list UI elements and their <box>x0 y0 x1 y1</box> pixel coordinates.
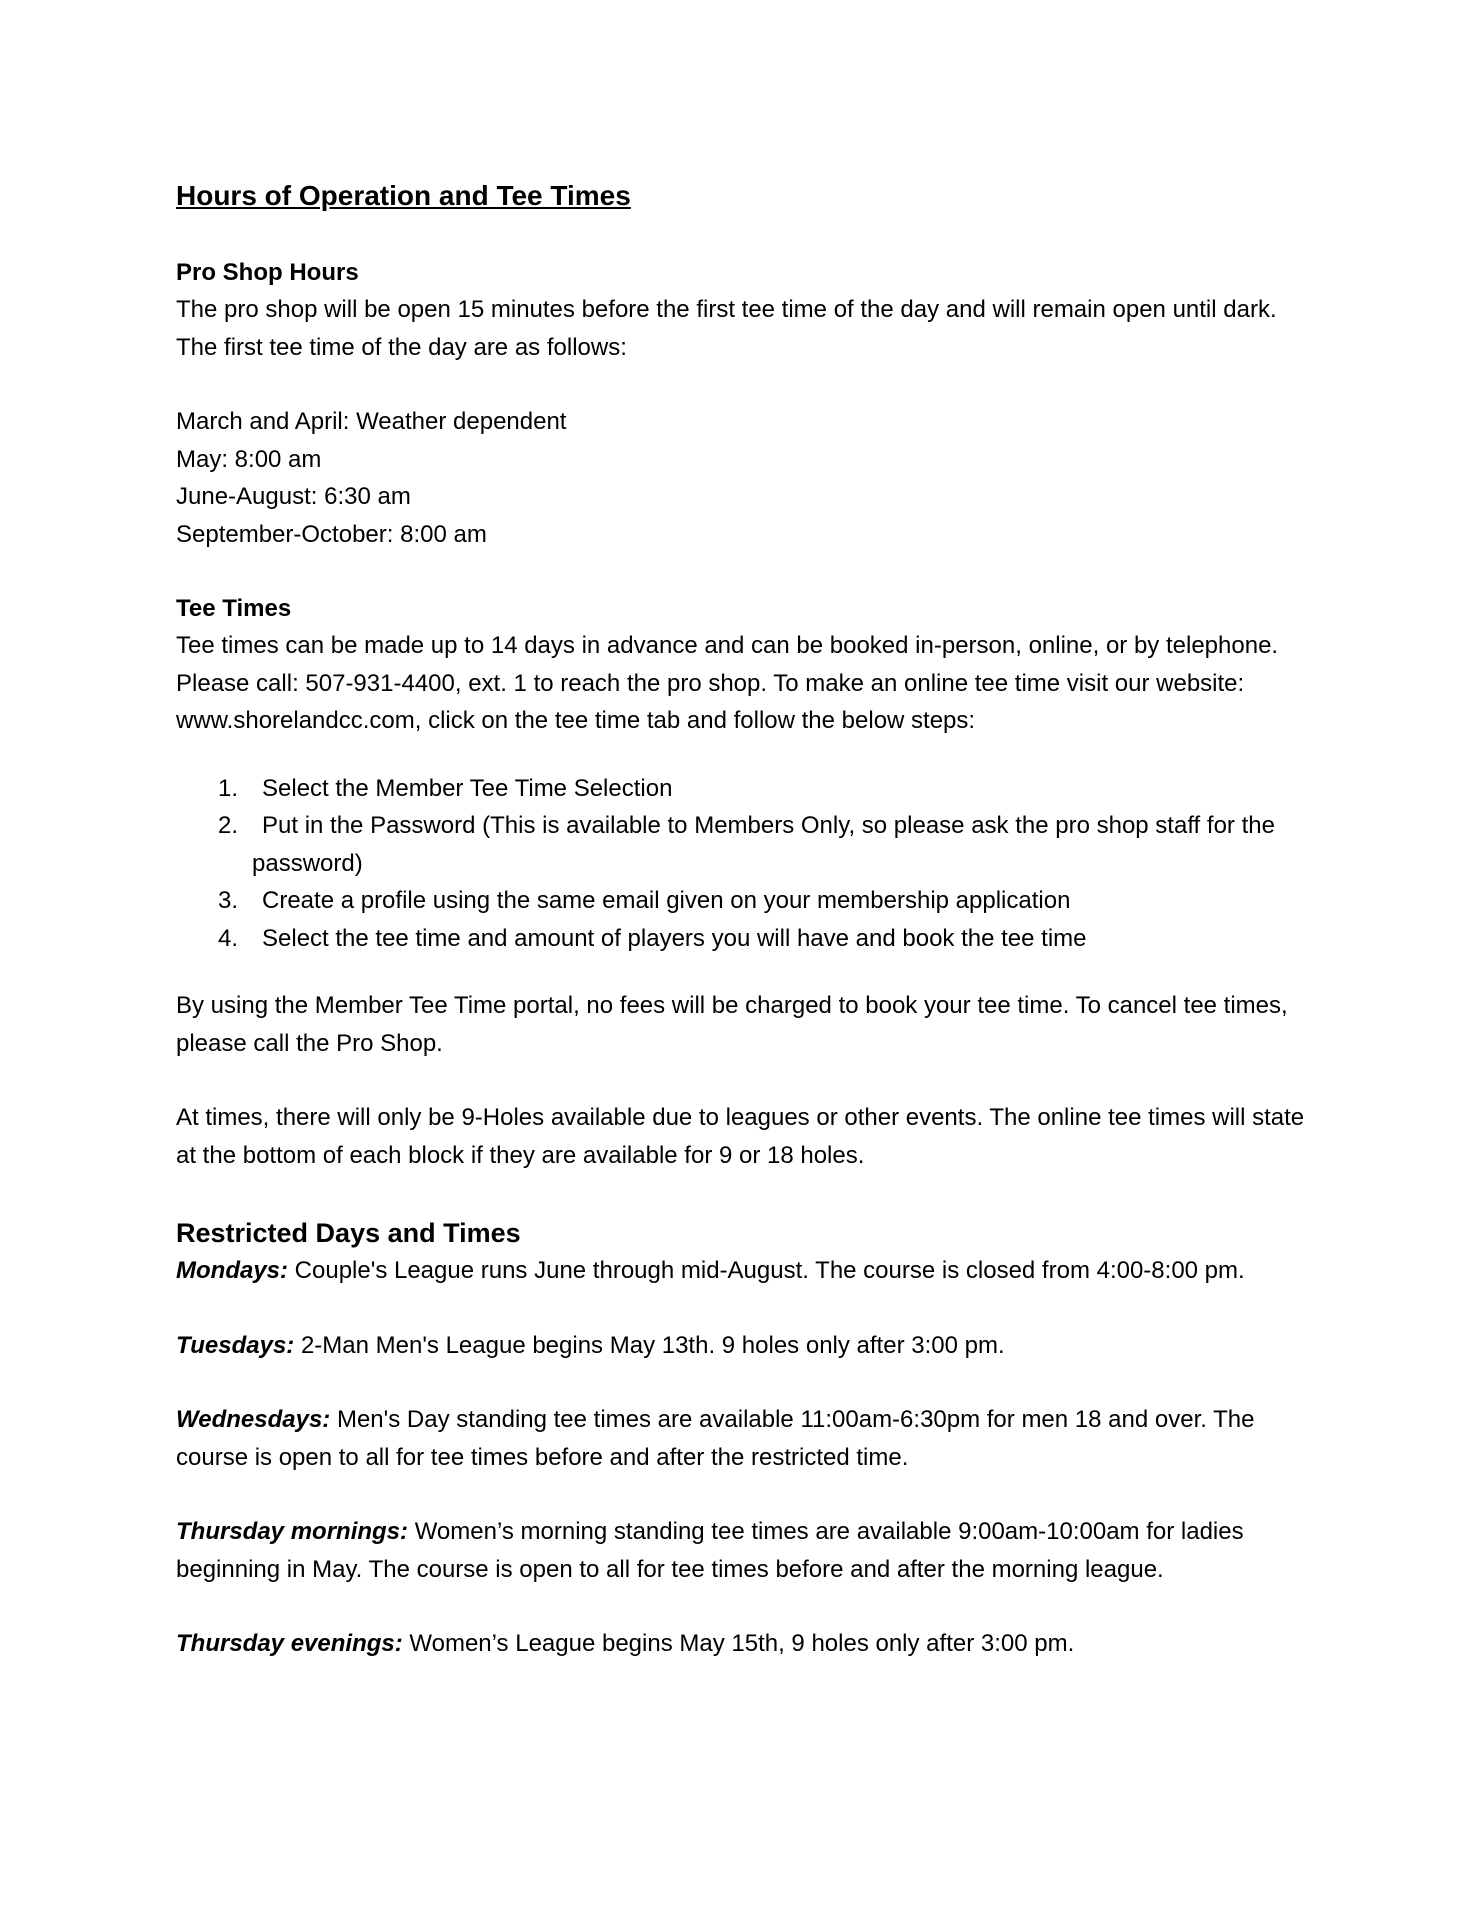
restriction-item <box>176 1252 1314 1290</box>
restriction-text: Men's Day standing tee times are available 11:00am-6:30pm for men 18 and over. The course is open to all for tee times before and after the restricted time. <box>176 1406 1255 1471</box>
restriction-day: Thursday mornings: <box>176 1518 409 1545</box>
restriction-day: Wednesdays: <box>176 1406 331 1433</box>
list-item <box>176 770 1314 808</box>
restriction-item <box>176 1401 1314 1476</box>
step-number: 2. <box>218 812 239 839</box>
restriction-day: Mondays: <box>176 1257 289 1284</box>
step-text: Select the Member Tee Time Selection <box>262 774 673 802</box>
schedule-line: September-October: 8:00 am <box>176 520 487 548</box>
step-text: Put in the Password (This is available to Members Only, so please ask the pro shop staff for the <box>262 812 1275 839</box>
step-text: Select the tee time and amount of players you will have and book the tee time <box>262 924 1087 952</box>
tee-times-intro: Tee times can be made up to 14 days in advance and can be booked in-person, online, or by telephone. Please call: 507-931-4400, ext. 1 to reach the pro shop. To make an online tee time visit our website: www.shorelandcc.com, click on the tee time tab and follow the below steps: <box>176 632 1279 734</box>
booking-steps <box>176 770 1314 958</box>
restriction-item <box>176 1625 1314 1663</box>
restriction-item <box>176 1513 1314 1588</box>
schedule-line: March and April: Weather dependent <box>176 408 567 435</box>
pro-shop-intro: The pro shop will be open 15 minutes before the first tee time of the day and will remain open until dark. The first tee time of the day are as follows: <box>176 296 1277 361</box>
restriction-text: 2-Man Men's League begins May 13th. 9 holes only after 3:00 pm. <box>294 1331 1005 1359</box>
step-text: Create a profile using the same email given on your membership application <box>262 887 1071 914</box>
schedule-line: June-August: 6:30 am <box>176 483 411 510</box>
schedule-line: May: 8:00 am <box>176 445 322 473</box>
holes-note: At times, there will only be 9-Holes available due to leagues or other events. The online tee times will state at the bottom of each block if they are available for 9 or 18 holes. <box>176 1104 1305 1169</box>
restriction-text: Women’s morning standing tee times are available 9:00am-10:00am for ladies beginning in May. The course is open to all for tee times before and after the morning league. <box>176 1518 1244 1583</box>
step-number: 4. <box>218 924 239 952</box>
restriction-day: Thursday evenings: <box>176 1630 403 1657</box>
pro-shop-heading: Pro Shop Hours <box>176 259 359 286</box>
restriction-day: Tuesdays: <box>176 1331 295 1359</box>
restriction-text: Couple's League runs June through mid-August. The course is closed from 4:00-8:00 pm. <box>288 1257 1245 1284</box>
restriction-item <box>176 1327 1314 1365</box>
list-item <box>176 920 1314 958</box>
restricted-heading: Restricted Days and Times <box>176 1218 521 1248</box>
tee-times-heading: Tee Times <box>176 595 292 622</box>
list-item <box>176 882 1314 920</box>
step-text-continued: password) <box>252 849 363 877</box>
fees-note: By using the Member Tee Time portal, no fees will be charged to book your tee time. To cancel tee times, please call the Pro Shop. <box>176 992 1288 1057</box>
restriction-text: Women’s League begins May 15th, 9 holes only after 3:00 pm. <box>402 1630 1075 1657</box>
step-number: 1. <box>218 774 239 802</box>
page-title: Hours of Operation and Tee Times <box>176 180 631 211</box>
list-item <box>176 807 1314 882</box>
first-tee-schedule <box>176 403 1314 553</box>
step-number: 3. <box>218 887 239 914</box>
